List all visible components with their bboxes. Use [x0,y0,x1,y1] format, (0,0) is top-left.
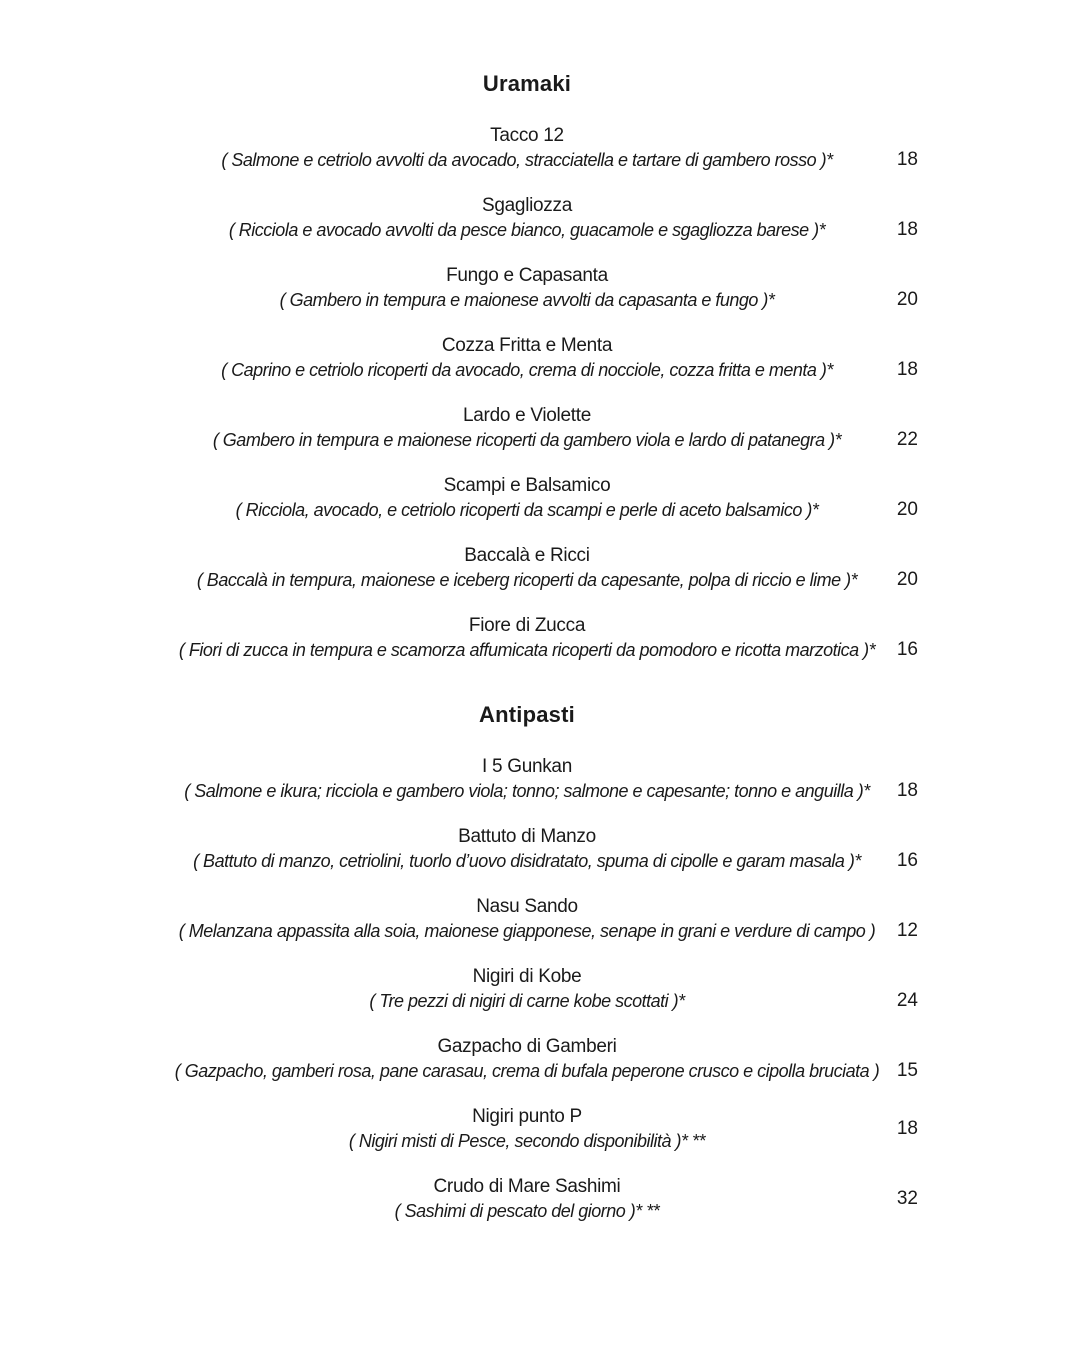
item-description: ( Melanzana appassita alla soia, maionese giapponese, senape in grani e verdure di campo ) [178,921,876,941]
item-price: 16 [896,639,918,660]
menu-item [0,404,1054,452]
item-name: Cozza Fritta e Menta [441,335,613,356]
section-uramaki [0,70,1054,662]
item-name: I 5 Gunkan [482,756,572,777]
item-price: 18 [896,780,918,801]
item-description: ( Gambero in tempura e maionese avvolti da capasanta e fungo )* [279,290,775,310]
item-price: 16 [896,850,918,871]
item-name: Crudo di Mare Sashimi [433,1176,621,1197]
menu-item [0,1035,1054,1083]
item-price: 18 [896,359,918,380]
item-description: ( Gazpacho, gamberi rosa, pane carasau, crema di bufala peperone crusco e cipolla bruciata ) [174,1061,880,1081]
item-description: ( Tre pezzi di nigiri di carne kobe scottati )* [369,991,685,1011]
item-name: Scampi e Balsamico [443,475,611,496]
item-price: 22 [896,429,918,450]
menu-item [0,825,1054,873]
item-price: 20 [896,499,918,520]
item-name: Fungo e Capasanta [446,265,608,286]
item-description: ( Caprino e cetriolo ricoperti da avocado, crema di nocciole, cozza fritta e menta )* [221,360,833,380]
menu-item [0,895,1054,943]
item-name: Nigiri punto P [472,1106,582,1127]
menu-item [0,544,1054,592]
item-name: Baccalà e Ricci [464,545,590,566]
item-description: ( Battuto di manzo, cetriolini, tuorlo d’uovo disidratato, spuma di cipolle e garam masala )* [193,851,861,871]
menu-item [0,334,1054,382]
menu-item [0,614,1054,662]
item-name: Nasu Sando [476,896,578,917]
item-description: ( Gambero in tempura e maionese ricoperti da gambero viola e lardo di patanegra )* [212,430,842,450]
menu-item [0,755,1054,803]
item-description: ( Salmone e cetriolo avvolti da avocado, stracciatella e tartare di gambero rosso )* [221,150,833,170]
item-description: ( Salmone e ikura; ricciola e gambero viola; tonno; salmone e capesante; tonno e anguilla )* [184,781,870,801]
item-price: 32 [896,1188,918,1209]
item-description: ( Ricciola, avocado, e cetriolo ricoperti da scampi e perle di aceto balsamico )* [235,500,819,520]
menu-item [0,264,1054,312]
item-price: 20 [896,569,918,590]
item-price: 18 [896,1118,918,1139]
item-price: 12 [896,920,918,941]
item-description: ( Nigiri misti di Pesce, secondo disponibilità )* ** [348,1131,706,1151]
item-name: Sgagliozza [482,195,572,216]
item-price: 15 [896,1060,918,1081]
item-name: Lardo e Violette [463,405,591,426]
menu-item [0,965,1054,1013]
menu-item [0,474,1054,522]
item-description: ( Ricciola e avocado avvolti da pesce bianco, guacamole e sgagliozza barese )* [228,220,826,240]
section-antipasti [0,701,1054,1223]
item-price: 20 [896,289,918,310]
item-name: Nigiri di Kobe [472,966,582,987]
item-price: 18 [896,149,918,170]
item-name: Tacco 12 [490,125,564,146]
item-price: 24 [896,990,918,1011]
item-name: Battuto di Manzo [458,826,596,847]
menu-item [0,1105,1054,1153]
item-description: ( Baccalà in tempura, maionese e iceberg ricoperti da capesante, polpa di riccio e lime )* [196,570,858,590]
item-name: Gazpacho di Gamberi [437,1036,617,1057]
item-price: 18 [896,219,918,240]
menu-item [0,124,1054,172]
menu-item [0,194,1054,242]
item-description: ( Sashimi di pescato del giorno )* ** [394,1201,660,1221]
menu-item [0,1175,1054,1223]
section-title: Uramaki [482,71,572,96]
item-name: Fiore di Zucca [468,615,586,636]
section-title: Antipasti [479,702,575,727]
item-description: ( Fiori di zucca in tempura e scamorza affumicata ricoperti da pomodoro e ricotta marzotica )* [178,640,876,660]
